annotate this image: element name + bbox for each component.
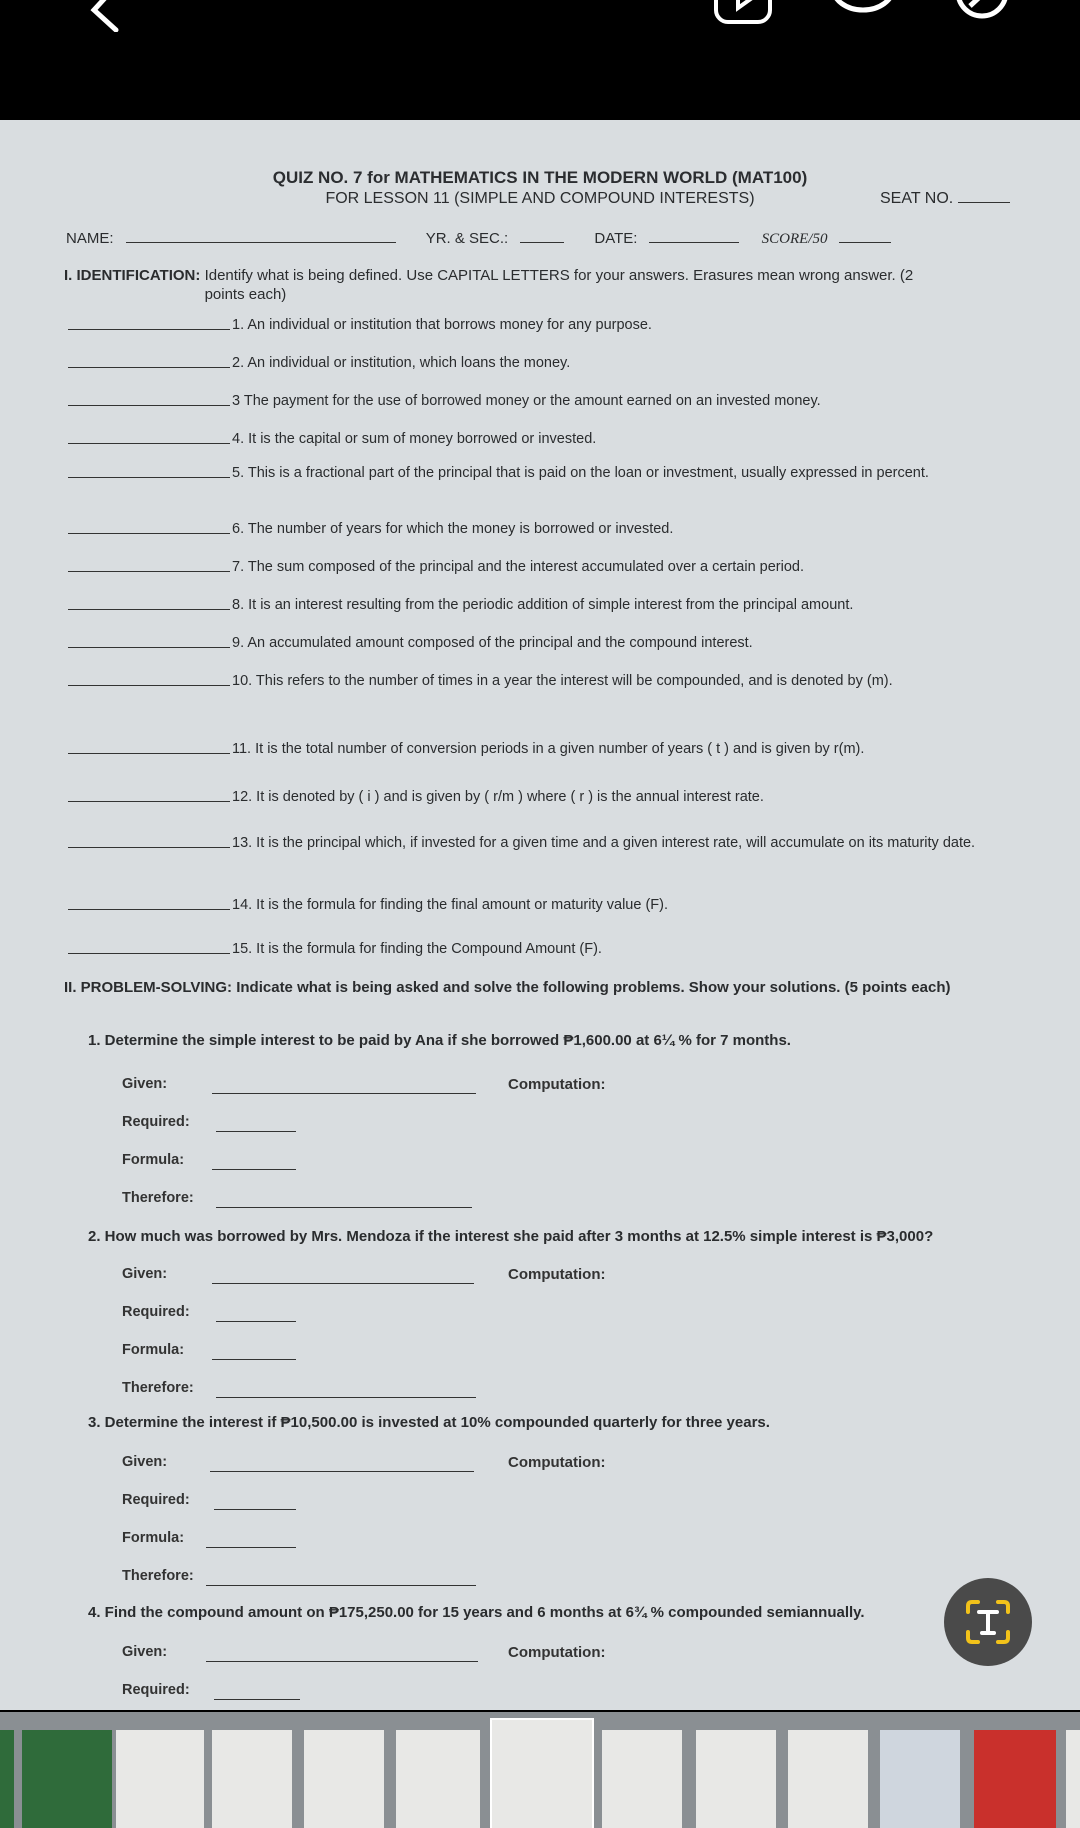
section1-instruction: Identify what is being defined. Use CAPITAL LETTERS for your answers. Erasures mean wrong answer. (2 points each) [204,267,914,303]
required-blank [214,1698,300,1700]
therefore-label: Therefore: [122,1380,194,1396]
therefore-blank [216,1396,476,1398]
quiz-subtitle: FOR LESSON 11 (SIMPLE AND COMPOUND INTERESTS) [325,190,755,207]
thumbnail[interactable] [22,1730,112,1828]
given-blank [212,1092,476,1094]
text-extract-button[interactable] [944,1578,1032,1666]
given-label: Given: [122,1266,168,1282]
thumbnail-current[interactable] [490,1718,594,1828]
problem-2: 2. How much was borrowed by Mrs. Mendoza if the interest she paid after 3 months at 12.5% simple interest is ₱3,000? [88,1228,934,1245]
back-arrow-icon[interactable] [80,0,130,32]
required-blank [214,1508,296,1510]
name-blank [126,228,396,243]
computation-label: Computation: [508,1644,606,1661]
required-label: Required: [122,1492,190,1508]
formula-label: Formula: [122,1342,185,1358]
date-label: DATE: [594,230,638,247]
required-label: Required: [122,1114,190,1130]
therefore-blank [206,1584,476,1586]
thumbnail[interactable] [880,1730,960,1828]
name-label: NAME: [66,230,114,247]
formula-blank [206,1546,296,1548]
problem-1: 1. Determine the simple interest to be paid by Ana if she borrowed ₱1,600.00 at 6¼ % for 7 months. [88,1032,791,1049]
thumbnail[interactable] [116,1730,204,1828]
seat-number-field: SEAT NO. [880,188,1010,208]
thumbnail[interactable] [304,1730,384,1828]
therefore-blank [216,1206,472,1208]
computation-label: Computation: [508,1076,606,1093]
thumbnail[interactable] [974,1730,1056,1828]
date-blank [649,228,739,243]
computation-label: Computation: [508,1454,606,1471]
problem-4: 4. Find the compound amount on ₱175,250.00 for 15 years and 6 months at 6¾ % compounded semiannually. [88,1604,865,1621]
given-label: Given: [122,1454,168,1470]
thumbnail[interactable] [696,1730,776,1828]
quiz-title: QUIZ NO. 7 for MATHEMATICS IN THE MODERN WORLD (MAT100) [272,168,808,187]
formula-label: Formula: [122,1152,185,1168]
required-label: Required: [122,1304,190,1320]
eye-icon[interactable] [830,0,896,22]
given-blank [212,1282,474,1284]
edit-icon[interactable] [952,0,1012,28]
problem-3: 3. Determine the interest if ₱10,500.00 is invested at 10% compounded quarterly for three years. [88,1414,770,1431]
given-blank [206,1660,478,1662]
thumbnail-strip [0,1712,1080,1828]
formula-blank [212,1168,296,1170]
formula-label: Formula: [122,1530,185,1546]
text-extract-icon [966,1600,1010,1644]
thumbnail[interactable] [1066,1730,1080,1828]
thumbnail[interactable] [602,1730,682,1828]
required-blank [216,1320,296,1322]
given-label: Given: [122,1076,168,1092]
required-blank [216,1130,296,1132]
computation-label: Computation: [508,1266,606,1283]
section2-heading: II. PROBLEM-SOLVING: Indicate what is being asked and solve the following problems. Show your solutions. (5 points each) [64,979,951,996]
quiz-paper-photo: QUIZ NO. 7 for MATHEMATICS IN THE MODERN WORLD (MAT100) FOR LESSON 11 (SIMPLE AND COMPOUND INTERESTS) SEAT NO. NAME: YR. & SEC.: DATE: SCORE/50 I. IDENTIFICATION: Identify what is being defined. Use CAPITAL LETTERS for your answers. Erasures mean wrong answer. (2 points each) 1. An individual or institution that borrows money for any purpose. 2. An individual or institution, which loans the money. 3 The payment for the use of borrowed money or the amount earned on an invested money. 4. It is the capital or sum of money borrowed or invested. 5. This is a fractional part of the principal that is paid on the loan or investment, usually expressed in percent. 6. The number of years for which the money is borrowed or invested. 7. The sum composed of the principal and the interest accumulated over a certain period. 8. It is an interest resulting from the periodic addition of simple interest from the principal amount. 9. An accumulated amount composed of the principal and the compound interest. 10. This refers to the number of times in a year the interest will be compounded, and is denoted by (m). 11. It is the total number of conversion periods in a given number of years ( t ) and is given by r(m). 12. It is denoted by ( i ) and is given by ( r/m ) where ( r ) is the annual interest rate. 13. It is the principal which, if invested for a given time and a given interest rate, will accumulate on its maturity date. 14. It is the formula for finding the final amount or maturity value (F). 15. It is the formula for finding the Compound Amount (F). II. PROBLEM-SOLVING: Indicate what is being asked and solve the following problems. Show your solutions. (5 points each) 1. Determine the simple interest to be paid by Ana if she borrowed ₱1,600.00 at 6¼ % for 7 months. Given: Computation: Required: Formula: Therefore: 2. How much was borrowed by Mrs. Mendoza if the interest she paid after 3 months at 12.5% simple interest is ₱3,000? Given: Computation: Required: Formula: Therefore: 3. Determine the interest if ₱10,500.00 is invested at 10% compounded quarterly for three years. Given: Computation: Required: Formula: Therefore: 4. Find the compound amount on ₱175,250.00 for 15 years and 6 months at 6¾ % compounded semiannually. Given: Computation: Required: [0,120,1080,1710]
viewer-top-bar [0,0,1080,120]
student-info-row [66,228,1016,248]
score-label: SCORE/50 [761,231,828,247]
thumbnail[interactable] [788,1730,868,1828]
given-blank [210,1470,474,1472]
play-icon[interactable] [712,0,774,28]
thumbnail[interactable] [212,1730,292,1828]
given-label: Given: [122,1644,168,1660]
identification-header [64,266,1004,304]
yr-sec-label: YR. & SEC.: [425,230,509,247]
thumbnail[interactable] [0,1730,14,1828]
formula-blank [212,1358,296,1360]
therefore-label: Therefore: [122,1568,194,1584]
therefore-label: Therefore: [122,1190,194,1206]
required-label: Required: [122,1682,190,1698]
score-blank [839,228,891,243]
seat-blank [958,188,1010,203]
thumbnail[interactable] [396,1730,480,1828]
yr-sec-blank [520,228,564,243]
section1-heading: I. IDENTIFICATION: [64,267,201,284]
